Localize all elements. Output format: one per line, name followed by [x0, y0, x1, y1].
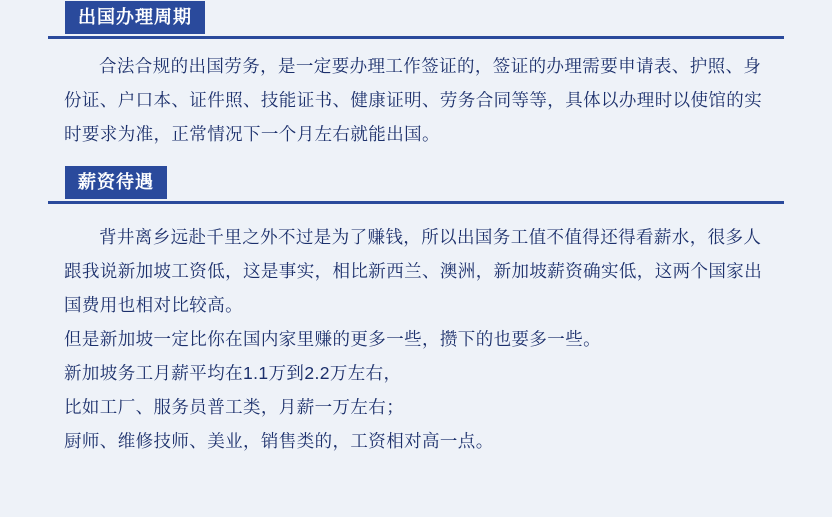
section-body-processing-cycle	[48, 39, 784, 159]
salary-paragraphs	[48, 204, 784, 466]
paragraph: 合法合规的出国劳务，是一定要办理工作签证的，签证的办理需要申请表、护照、身份证、户口本、证件照、技能证书、健康证明、劳务合同等等，具体以办理时以使馆的实时要求为准，正常情况下一个月左右就能出国。	[64, 56, 763, 144]
section-header-salary	[48, 167, 784, 204]
section-title-salary: 薪资待遇	[66, 167, 166, 199]
paragraph: 背井离乡远赴千里之外不过是为了赚钱，所以出国务工值不值得还得看薪水，很多人跟我说新加坡工资低，这是事实，相比新西兰、澳洲，新加坡薪资确实低，这两个国家出国费用也相对比较高。	[64, 227, 763, 315]
section-body-salary	[48, 204, 784, 466]
paragraph: 厨师、维修技师、美业，销售类的，工资相对高一点。	[64, 431, 494, 451]
section-title-processing-cycle: 出国办理周期	[66, 2, 204, 34]
document-content	[48, 0, 784, 517]
section-header-processing-cycle	[48, 0, 784, 39]
left-margin	[0, 0, 48, 517]
right-margin	[784, 0, 832, 517]
paragraph: 比如工厂、服务员普工类，月薪一万左右；	[64, 397, 405, 417]
paragraph: 新加坡务工月薪平均在1.1万到2.2万左右，	[64, 363, 402, 383]
paragraph: 但是新加坡一定比你在国内家里赚的更多一些，攒下的也要多一些。	[64, 329, 601, 349]
